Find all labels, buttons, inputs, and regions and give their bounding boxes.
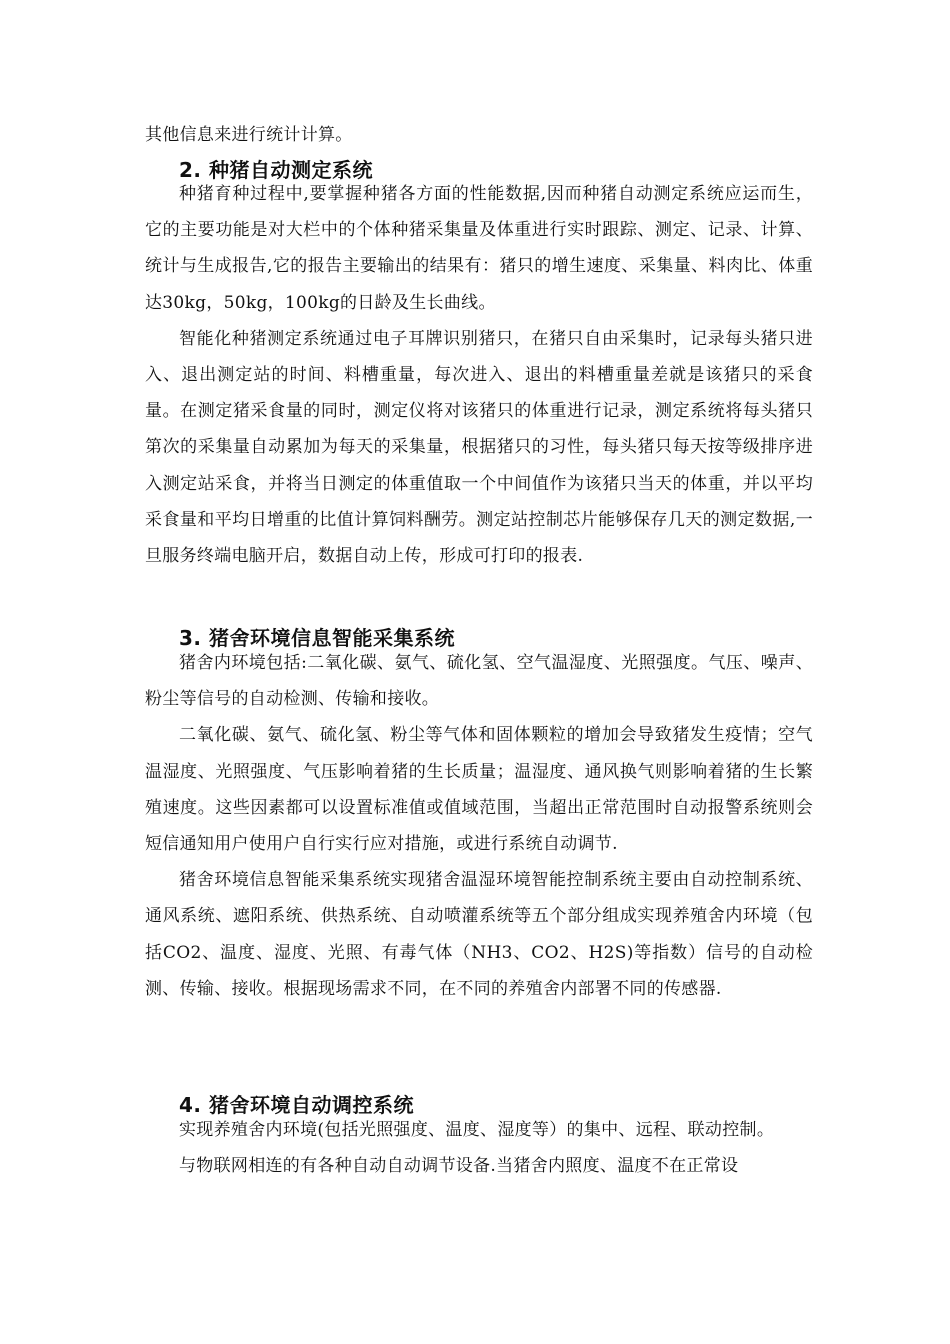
section-4-body xyxy=(145,1112,813,1184)
heading-breeding-pig-system: 2. 种猪自动测定系统 xyxy=(179,158,373,182)
paragraph-7: 与物联网相连的有各种自动自动调节设备.当猪舍内照度、温度不在正常设 xyxy=(179,1156,739,1177)
paragraph-continuation xyxy=(145,117,813,153)
paragraph-4: 二氧化碳、氨气、硫化氢、粉尘等气体和固体颗粒的增加会导致猪发生疫情；空气温湿度、光照强度、气压影响着猪的生长质量；温湿度、通风换气则影响着猪的生长繁殖速度。这些因素都可以设置标准值或值域范围，当超出正常范围时自动报警系统则会短信通知用户使用户自行实行应对措施，或进行系统自动调节. xyxy=(145,725,813,855)
heading-environment-collection-system: 3. 猪舍环境信息智能采集系统 xyxy=(179,626,455,650)
heading-environment-control-system: 4. 猪舍环境自动调控系统 xyxy=(179,1093,414,1117)
paragraph-6: 实现养殖舍内环境(包括光照强度、温度、湿度等）的集中、远程、联动控制。 xyxy=(179,1120,775,1140)
section-2-body xyxy=(145,176,813,574)
paragraph-2: 智能化种猪测定系统通过电子耳牌识别猪只，在猪只自由采集时，记录每头猪只进入、退出测定站的时间、料槽重量，每次进入、退出的料槽重量差就是该猪只的采食量。在测定猪采食量的同时，测定仪将对该猪只的体重进行记录，测定系统将每头猪只第次的采集量自动累加为每天的采集量，根据猪只的习性，每头猪只每天按等级排序进入测定站采食，并将当日测定的体重值取一个中间值作为该猪只当天的体重，并以平均采食量和平均日增重的比值计算饲料酬劳。测定站控制芯片能够保存几天的测定数据,一旦服务终端电脑开启，数据自动上传，形成可打印的报表. xyxy=(145,328,813,567)
paragraph-0: 其他信息来进行统计计算。 xyxy=(145,125,353,145)
section-3-body xyxy=(145,645,813,1007)
paragraph-1: 种猪育种过程中,要掌握种猪各方面的性能数据,因而种猪自动测定系统应运而生，它的主要功能是对大栏中的个体种猪采集量及体重进行实时跟踪、测定、记录、计算、统计与生成报告,它的报告主要输出的结果有：猪只的增生速度、采集量、料肉比、体重达30kg，50kg，100kg的日龄及生长曲线。 xyxy=(145,184,813,313)
paragraph-5: 猪舍环境信息智能采集系统实现猪舍温湿环境智能控制系统主要由自动控制系统、通风系统、遮阳系统、供热系统、自动喷灌系统等五个部分组成实现养殖舍内环境（包括CO2、温度、湿度、光照、有毒气体（NH3、CO2、H2S)等指数）信号的自动检测、传输、接收。根据现场需求不同，在不同的养殖舍内部署不同的传感器. xyxy=(145,870,813,999)
paragraph-3: 猪舍内环境包括:二氧化碳、氨气、硫化氢、空气温湿度、光照强度。气压、噪声、粉尘等信号的自动检测、传输和接收。 xyxy=(145,653,813,710)
